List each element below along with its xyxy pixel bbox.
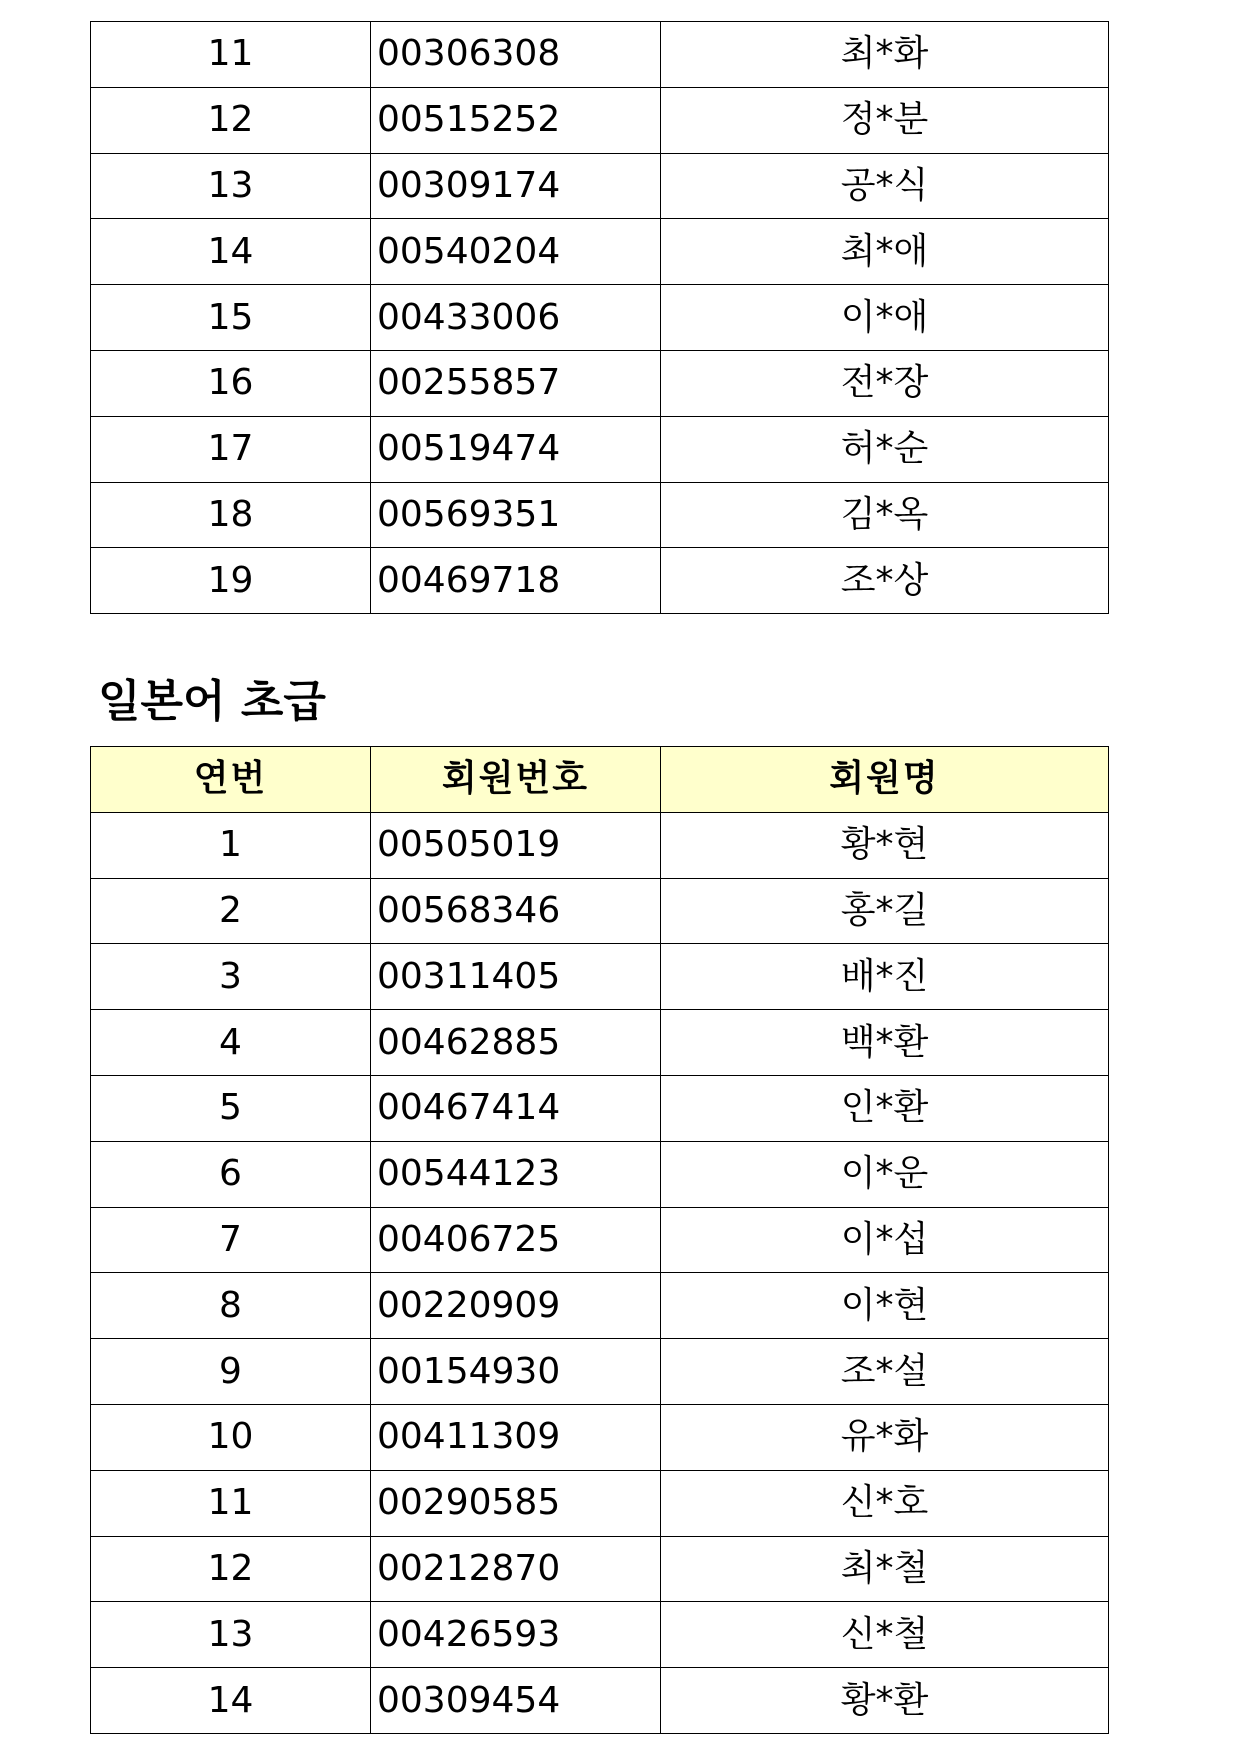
- row-number-cell: 15: [91, 285, 371, 351]
- section-title: 일본어 초급: [98, 676, 326, 727]
- table-row: [91, 416, 1109, 482]
- member-name-cell: 황*환: [661, 1668, 1109, 1734]
- member-name-cell: 최*화: [661, 22, 1109, 88]
- table-row: [91, 548, 1109, 614]
- row-number-cell: 2: [91, 878, 371, 944]
- row-number-cell: 13: [91, 153, 371, 219]
- member-id-cell: 00462885: [371, 1010, 661, 1076]
- member-name-cell: 허*순: [661, 416, 1109, 482]
- row-number-cell: 14: [91, 1668, 371, 1734]
- table-row: [91, 878, 1109, 944]
- top-member-table: [90, 21, 1109, 614]
- member-name-cell: 최*애: [661, 219, 1109, 285]
- member-id-cell: 00433006: [371, 285, 661, 351]
- header-member-id: 회원번호: [371, 747, 661, 813]
- row-number-cell: 1: [91, 812, 371, 878]
- member-name-cell: 이*섭: [661, 1207, 1109, 1273]
- member-name-cell: 황*현: [661, 812, 1109, 878]
- row-number-cell: 9: [91, 1339, 371, 1405]
- member-id-cell: 00309174: [371, 153, 661, 219]
- member-id-cell: 00469718: [371, 548, 661, 614]
- row-number-cell: 6: [91, 1141, 371, 1207]
- member-id-cell: 00540204: [371, 219, 661, 285]
- row-number-cell: 3: [91, 944, 371, 1010]
- member-name-cell: 최*철: [661, 1536, 1109, 1602]
- member-name-cell: 이*운: [661, 1141, 1109, 1207]
- table-row: [91, 812, 1109, 878]
- row-number-cell: 17: [91, 416, 371, 482]
- row-number-cell: 7: [91, 1207, 371, 1273]
- row-number-cell: 8: [91, 1273, 371, 1339]
- table-row: [91, 1404, 1109, 1470]
- row-number-cell: 12: [91, 1536, 371, 1602]
- table-header: [91, 747, 1109, 813]
- row-number-cell: 19: [91, 548, 371, 614]
- table-row: [91, 1602, 1109, 1668]
- table-row: [91, 350, 1109, 416]
- member-id-cell: 00220909: [371, 1273, 661, 1339]
- member-id-cell: 00544123: [371, 1141, 661, 1207]
- member-id-cell: 00515252: [371, 87, 661, 153]
- japanese-beginner-table-body: [91, 812, 1109, 1733]
- table-row: [91, 1668, 1109, 1734]
- member-id-cell: 00311405: [371, 944, 661, 1010]
- member-name-cell: 이*현: [661, 1273, 1109, 1339]
- row-number-cell: 5: [91, 1075, 371, 1141]
- member-id-cell: 00255857: [371, 350, 661, 416]
- japanese-beginner-member-table: [90, 746, 1109, 1734]
- member-name-cell: 신*철: [661, 1602, 1109, 1668]
- row-number-cell: 16: [91, 350, 371, 416]
- member-name-cell: 인*환: [661, 1075, 1109, 1141]
- row-number-cell: 12: [91, 87, 371, 153]
- table-row: [91, 1141, 1109, 1207]
- table-row: [91, 1339, 1109, 1405]
- member-id-cell: 00212870: [371, 1536, 661, 1602]
- table-row: [91, 1010, 1109, 1076]
- member-name-cell: 전*장: [661, 350, 1109, 416]
- row-number-cell: 10: [91, 1404, 371, 1470]
- table-row: [91, 1075, 1109, 1141]
- member-name-cell: 유*화: [661, 1404, 1109, 1470]
- header-member-name: 회원명: [661, 747, 1109, 813]
- row-number-cell: 11: [91, 22, 371, 88]
- table-row: [91, 22, 1109, 88]
- table-row: [91, 1273, 1109, 1339]
- row-number-cell: 18: [91, 482, 371, 548]
- table-row: [91, 219, 1109, 285]
- member-id-cell: 00309454: [371, 1668, 661, 1734]
- member-name-cell: 정*분: [661, 87, 1109, 153]
- table-row: [91, 1207, 1109, 1273]
- member-name-cell: 김*옥: [661, 482, 1109, 548]
- member-name-cell: 신*호: [661, 1470, 1109, 1536]
- member-id-cell: 00519474: [371, 416, 661, 482]
- table-row: [91, 944, 1109, 1010]
- member-id-cell: 00154930: [371, 1339, 661, 1405]
- member-name-cell: 홍*길: [661, 878, 1109, 944]
- row-number-cell: 14: [91, 219, 371, 285]
- table-row: [91, 1536, 1109, 1602]
- member-id-cell: 00306308: [371, 22, 661, 88]
- member-name-cell: 조*상: [661, 548, 1109, 614]
- row-number-cell: 11: [91, 1470, 371, 1536]
- table-row: [91, 482, 1109, 548]
- member-id-cell: 00467414: [371, 1075, 661, 1141]
- header-row-number: 연번: [91, 747, 371, 813]
- member-name-cell: 조*설: [661, 1339, 1109, 1405]
- top-member-table-body: [91, 22, 1109, 614]
- member-id-cell: 00569351: [371, 482, 661, 548]
- member-name-cell: 이*애: [661, 285, 1109, 351]
- header-row: [91, 747, 1109, 813]
- table-row: [91, 153, 1109, 219]
- member-name-cell: 배*진: [661, 944, 1109, 1010]
- member-name-cell: 공*식: [661, 153, 1109, 219]
- row-number-cell: 4: [91, 1010, 371, 1076]
- member-name-cell: 백*환: [661, 1010, 1109, 1076]
- table-row: [91, 285, 1109, 351]
- member-id-cell: 00505019: [371, 812, 661, 878]
- member-id-cell: 00568346: [371, 878, 661, 944]
- table-row: [91, 87, 1109, 153]
- table-row: [91, 1470, 1109, 1536]
- member-id-cell: 00411309: [371, 1404, 661, 1470]
- member-id-cell: 00426593: [371, 1602, 661, 1668]
- member-id-cell: 00290585: [371, 1470, 661, 1536]
- member-id-cell: 00406725: [371, 1207, 661, 1273]
- row-number-cell: 13: [91, 1602, 371, 1668]
